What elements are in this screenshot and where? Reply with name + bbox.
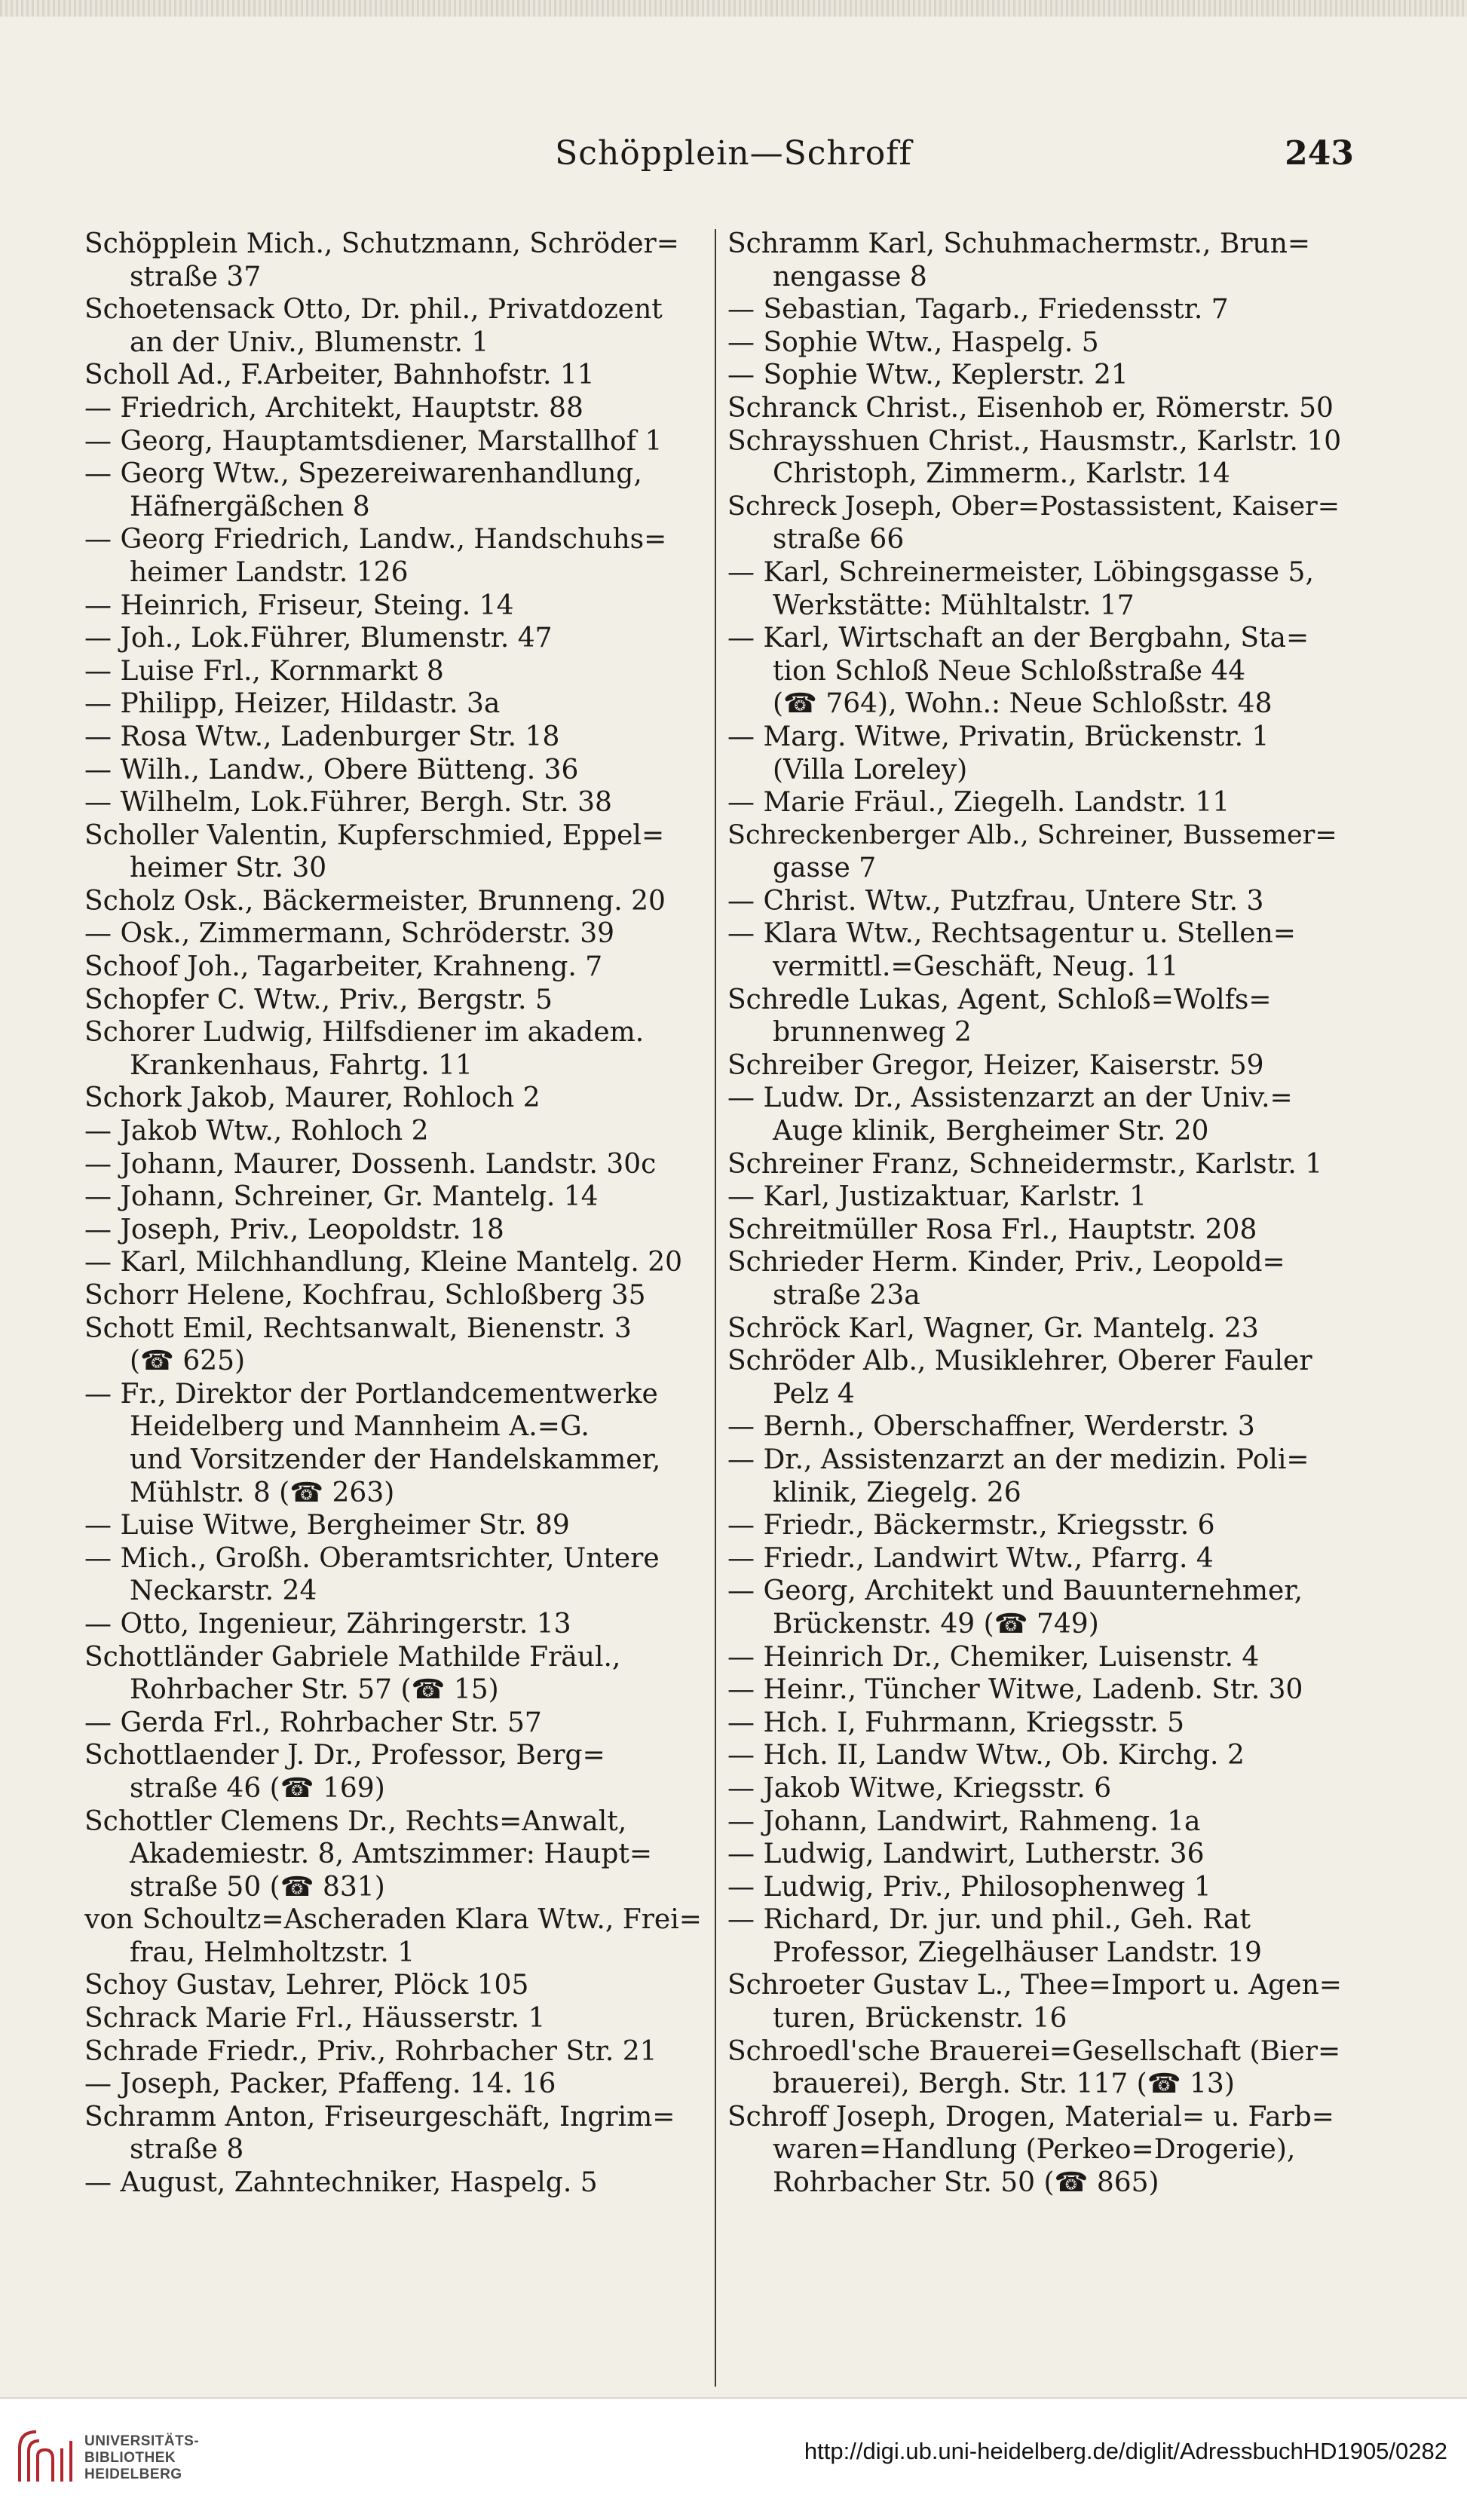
directory-entry: Schopfer C. Wtw., Priv., Bergstr. 5: [84, 984, 553, 1015]
directory-entry: — Ludwig, Priv., Philosophenweg 1: [727, 1871, 1211, 1903]
entry-continuation-line: gasse 7: [773, 853, 877, 884]
entry-continuation-line: und Vorsitzender der Handelskammer,: [130, 1444, 661, 1475]
entry-continuation-line: (☎ 625): [130, 1346, 246, 1377]
entry-continuation-line: heimer Str. 30: [130, 853, 327, 884]
entry-continuation-line: waren=Handlung (Perkeo=Drogerie),: [773, 2134, 1296, 2166]
directory-entry: von Schoultz=Ascheraden Klara Wtw., Frei=: [84, 1904, 702, 1936]
directory-entry: Schreitmüller Rosa Frl., Hauptstr. 208: [727, 1214, 1257, 1245]
directory-entry: — Friedr., Landwirt Wtw., Pfarrg. 4: [727, 1542, 1214, 1574]
entry-continuation-line: nengasse 8: [773, 261, 927, 292]
directory-entry: — Mich., Großh. Oberamtsrichter, Untere: [84, 1542, 660, 1574]
entry-continuation-line: vermittl.=Geschäft, Neug. 11: [773, 951, 1179, 983]
entry-continuation-line: tion Schloß Neue Schloßstraße 44: [773, 655, 1246, 687]
directory-entry: — Bernh., Oberschaffner, Werderstr. 3: [727, 1411, 1255, 1443]
entry-continuation-line: Mühlstr. 8 (☎ 263): [130, 1477, 395, 1508]
source-url-link[interactable]: http://digi.ub.uni-heidelberg.de/diglit/AdressbuchHD1905/0282: [804, 2438, 1447, 2464]
directory-entry: — Marie Fräul., Ziegelh. Landstr. 11: [727, 787, 1230, 819]
entry-continuation-line: Christoph, Zimmerm., Karlstr. 14: [773, 458, 1230, 490]
entry-continuation-line: straße 8: [130, 2134, 244, 2166]
entry-continuation-line: Krankenhaus, Fahrtg. 11: [130, 1049, 473, 1081]
scan-edge-band: [0, 0, 1467, 17]
directory-entry: Schottländer Gabriele Mathilde Fräul.,: [84, 1641, 621, 1673]
directory-entry: — Ludwig, Landwirt, Lutherstr. 36: [727, 1839, 1205, 1870]
directory-entry: — Luise Frl., Kornmarkt 8: [84, 655, 444, 687]
directory-entry: Schoetensack Otto, Dr. phil., Privatdozent: [84, 294, 663, 326]
entry-continuation-line: turen, Brückenstr. 16: [773, 2003, 1067, 2035]
directory-entry: Schorer Ludwig, Hilfsdiener im akadem.: [84, 1017, 645, 1049]
directory-entry: — Karl, Justizaktuar, Karlstr. 1: [727, 1181, 1147, 1213]
directory-entry: — Otto, Ingenieur, Zähringerstr. 13: [84, 1608, 571, 1640]
directory-entry: Schoof Joh., Tagarbeiter, Krahneng. 7: [84, 951, 603, 983]
directory-entry: Schröck Karl, Wagner, Gr. Mantelg. 23: [727, 1312, 1259, 1344]
entry-continuation-line: Professor, Ziegelhäuser Landstr. 19: [773, 1937, 1262, 1968]
directory-entry: — August, Zahntechniker, Haspelg. 5: [84, 2167, 598, 2199]
entry-continuation-line: heimer Landstr. 126: [130, 556, 409, 588]
directory-entry: Scholler Valentin, Kupferschmied, Eppel=: [84, 819, 665, 851]
entry-continuation-line: (Villa Loreley): [773, 754, 968, 785]
directory-entry: — Georg Friedrich, Landw., Handschuhs=: [84, 524, 667, 556]
directory-entry: — Heinrich Dr., Chemiker, Luisenstr. 4: [727, 1641, 1260, 1673]
directory-entry: Schroedl'sche Brauerei=Gesellschaft (Bier=: [727, 2035, 1341, 2067]
directory-entry: — Wilh., Landw., Obere Bütteng. 36: [84, 754, 579, 785]
entry-continuation-line: Neckarstr. 24: [130, 1575, 317, 1607]
entry-continuation-line: Häfnergäßchen 8: [130, 491, 370, 522]
directory-entry: — Heinr., Tüncher Witwe, Ladenb. Str. 30: [727, 1674, 1303, 1706]
library-logo-text: [84, 2433, 199, 2483]
directory-entry: Scholz Osk., Bäckermeister, Brunneng. 20: [84, 885, 666, 917]
directory-entry: — Georg, Hauptamtsdiener, Marstallhof 1: [84, 425, 663, 457]
entry-continuation-line: Brückenstr. 49 (☎ 749): [773, 1608, 1099, 1640]
viewer-footer: [0, 2397, 1467, 2520]
directory-entry: Schrack Marie Frl., Häusserstr. 1: [84, 2003, 546, 2035]
entry-continuation-line: Rohrbacher Str. 57 (☎ 15): [130, 1674, 499, 1706]
entry-continuation-line: Werkstätte: Mühltalstr. 17: [773, 589, 1135, 621]
entry-continuation-line: brauerei), Bergh. Str. 117 (☎ 13): [773, 2068, 1235, 2100]
directory-entry: — Philipp, Heizer, Hildastr. 3a: [84, 688, 501, 720]
directory-entry: Schramm Karl, Schuhmachermstr., Brun=: [727, 228, 1311, 259]
directory-entry: — Ludw. Dr., Assistenzarzt an der Univ.=: [727, 1082, 1293, 1114]
logo-line: HEIDELBERG: [84, 2466, 182, 2482]
directory-entry: Schöpplein Mich., Schutzmann, Schröder=: [84, 228, 679, 259]
directory-entry: — Rosa Wtw., Ladenburger Str. 18: [84, 721, 560, 752]
entry-continuation-line: straße 50 (☎ 831): [130, 1871, 385, 1903]
directory-column-right: [727, 228, 1353, 2200]
directory-entry: Schredle Lukas, Agent, Schloß=Wolfs=: [727, 984, 1272, 1015]
entry-continuation-line: straße 46 (☎ 169): [130, 1772, 385, 1804]
directory-entry: Schoy Gustav, Lehrer, Plöck 105: [84, 1970, 529, 2001]
entry-continuation-line: Akademiestr. 8, Amtszimmer: Haupt=: [130, 1839, 653, 1870]
directory-entry: — Joseph, Priv., Leopoldstr. 18: [84, 1214, 504, 1245]
directory-entry: Schröder Alb., Musiklehrer, Oberer Fauler: [727, 1346, 1312, 1377]
directory-entry: Schreck Joseph, Ober=Postassistent, Kaiser=: [727, 491, 1340, 522]
directory-entry: — Dr., Assistenzarzt an der medizin. Poli=: [727, 1444, 1309, 1475]
directory-entry: — Johann, Schreiner, Gr. Mantelg. 14: [84, 1181, 599, 1213]
directory-entry: — Luise Witwe, Bergheimer Str. 89: [84, 1510, 570, 1542]
directory-entry: — Richard, Dr. jur. und phil., Geh. Rat: [727, 1904, 1251, 1936]
directory-entry: — Hch. I, Fuhrmann, Kriegsstr. 5: [727, 1707, 1185, 1738]
directory-entry: Schroeter Gustav L., Thee=Import u. Agen=: [727, 1970, 1342, 2001]
directory-entry: — Georg Wtw., Spezereiwarenhandlung,: [84, 458, 642, 490]
logo-line: UNIVERSITÄTS-: [84, 2433, 200, 2449]
directory-entry: Schramm Anton, Friseurgeschäft, Ingrim=: [84, 2101, 675, 2133]
logo-line: BIBLIOTHEK: [84, 2450, 176, 2466]
directory-entry: — Joh., Lok.Führer, Blumenstr. 47: [84, 623, 553, 654]
directory-entry: — Klara Wtw., Rechtsagentur u. Stellen=: [727, 918, 1296, 950]
directory-entry: — Georg, Architekt und Bauunternehmer,: [727, 1575, 1303, 1607]
directory-entry: Schork Jakob, Maurer, Rohloch 2: [84, 1082, 541, 1114]
page-number: 243: [1285, 134, 1354, 173]
directory-entry: Schranck Christ., Eisenhob er, Römerstr. 50: [727, 392, 1334, 424]
directory-entry: — Joseph, Packer, Pfaffeng. 14. 16: [84, 2068, 556, 2100]
directory-entry: — Jakob Wtw., Rohloch 2: [84, 1116, 429, 1147]
directory-entry: — Friedrich, Architekt, Hauptstr. 88: [84, 392, 583, 424]
directory-entry: Schraysshuen Christ., Hausmstr., Karlstr. 10: [727, 425, 1342, 457]
entry-continuation-line: Auge klinik, Bergheimer Str. 20: [773, 1116, 1209, 1147]
directory-entry: — Wilhelm, Lok.Führer, Bergh. Str. 38: [84, 787, 612, 819]
directory-entry: Schrieder Herm. Kinder, Priv., Leopold=: [727, 1247, 1285, 1278]
directory-entry: — Osk., Zimmermann, Schröderstr. 39: [84, 918, 615, 950]
column-divider: [715, 229, 716, 2387]
directory-entry: — Marg. Witwe, Privatin, Brückenstr. 1: [727, 721, 1269, 752]
entry-continuation-line: klinik, Ziegelg. 26: [773, 1477, 1021, 1508]
entry-continuation-line: (☎ 764), Wohn.: Neue Schloßstr. 48: [773, 688, 1273, 720]
directory-entry: Schottler Clemens Dr., Rechts=Anwalt,: [84, 1805, 627, 1837]
directory-entry: — Gerda Frl., Rohrbacher Str. 57: [84, 1707, 542, 1738]
directory-entry: — Karl, Schreinermeister, Löbingsgasse 5,: [727, 556, 1314, 588]
directory-entry: — Heinrich, Friseur, Steing. 14: [84, 589, 514, 621]
page-header: [0, 134, 1467, 187]
directory-entry: — Karl, Milchhandlung, Kleine Mantelg. 20: [84, 1247, 683, 1278]
directory-entry: Schott Emil, Rechtsanwalt, Bienenstr. 3: [84, 1312, 632, 1344]
directory-entry: — Johann, Landwirt, Rahmeng. 1a: [727, 1805, 1201, 1837]
directory-entry: Schreiber Gregor, Heizer, Kaiserstr. 59: [727, 1049, 1264, 1081]
directory-entry: — Sophie Wtw., Haspelg. 5: [727, 326, 1099, 358]
directory-entry: Schreiner Franz, Schneidermstr., Karlstr. 1: [727, 1148, 1323, 1180]
directory-entry: Schottlaender J. Dr., Professor, Berg=: [84, 1740, 605, 1771]
directory-entry: — Johann, Maurer, Dossenh. Landstr. 30c: [84, 1148, 657, 1180]
entry-continuation-line: frau, Helmholtzstr. 1: [130, 1937, 415, 1968]
footer-divider: [0, 2397, 1467, 2399]
directory-entry: — Jakob Witwe, Kriegsstr. 6: [727, 1772, 1112, 1804]
entry-continuation-line: an der Univ., Blumenstr. 1: [130, 326, 489, 358]
directory-column-left: [84, 228, 710, 2200]
entry-continuation-line: Heidelberg und Mannheim A.=G.: [130, 1411, 590, 1443]
running-title: Schöpplein—Schroff: [555, 134, 912, 173]
library-logo-icon[interactable]: [15, 2426, 75, 2486]
entry-continuation-line: Pelz 4: [773, 1378, 855, 1410]
entry-continuation-line: brunnenweg 2: [773, 1017, 972, 1049]
directory-entry: Schreckenberger Alb., Schreiner, Bussemer=: [727, 819, 1337, 850]
directory-entry: — Hch. II, Landw Wtw., Ob. Kirchg. 2: [727, 1740, 1245, 1771]
directory-entry: — Friedr., Bäckermstr., Kriegsstr. 6: [727, 1510, 1215, 1542]
directory-entry: — Fr., Direktor der Portlandcementwerke: [84, 1378, 658, 1410]
entry-continuation-line: straße 23a: [773, 1280, 920, 1311]
entry-continuation-line: straße 66: [773, 524, 905, 556]
directory-entry: — Sebastian, Tagarb., Friedensstr. 7: [727, 294, 1229, 326]
directory-entry: — Christ. Wtw., Putzfrau, Untere Str. 3: [727, 885, 1264, 917]
directory-entry: Scholl Ad., F.Arbeiter, Bahnhofstr. 11: [84, 360, 595, 391]
entry-continuation-line: straße 37: [130, 261, 262, 292]
entry-continuation-line: Rohrbacher Str. 50 (☎ 865): [773, 2167, 1159, 2199]
directory-entry: — Sophie Wtw., Keplerstr. 21: [727, 360, 1129, 391]
directory-entry: Schroff Joseph, Drogen, Material= u. Farb=: [727, 2101, 1334, 2133]
directory-entry: — Karl, Wirtschaft an der Bergbahn, Sta=: [727, 623, 1309, 654]
directory-entry: Schorr Helene, Kochfrau, Schloßberg 35: [84, 1280, 646, 1311]
directory-entry: Schrade Friedr., Priv., Rohrbacher Str. 21: [84, 2035, 657, 2067]
